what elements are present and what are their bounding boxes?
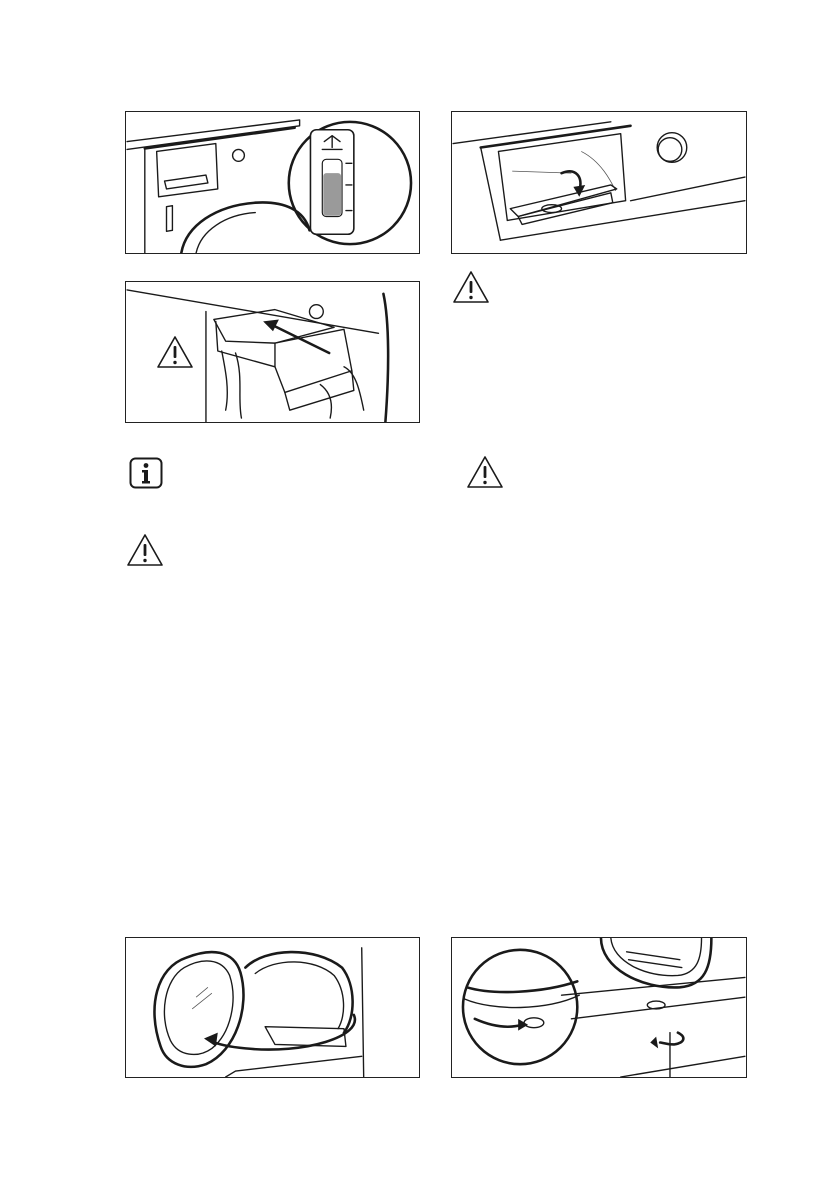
warning-triangle-icon bbox=[156, 335, 194, 369]
push-arrow-icon bbox=[273, 325, 329, 353]
warning-triangle-icon bbox=[126, 533, 164, 567]
figure-container-flap-opened bbox=[451, 111, 747, 254]
rotation-arrow-icon bbox=[475, 1019, 522, 1027]
figure-filter-cover-open bbox=[451, 937, 747, 1078]
information-icon bbox=[129, 457, 163, 489]
figure-door-open bbox=[125, 937, 420, 1078]
warning-triangle-icon bbox=[466, 455, 504, 489]
warning-triangle-icon bbox=[452, 270, 490, 304]
figure-water-container-level bbox=[125, 111, 420, 254]
